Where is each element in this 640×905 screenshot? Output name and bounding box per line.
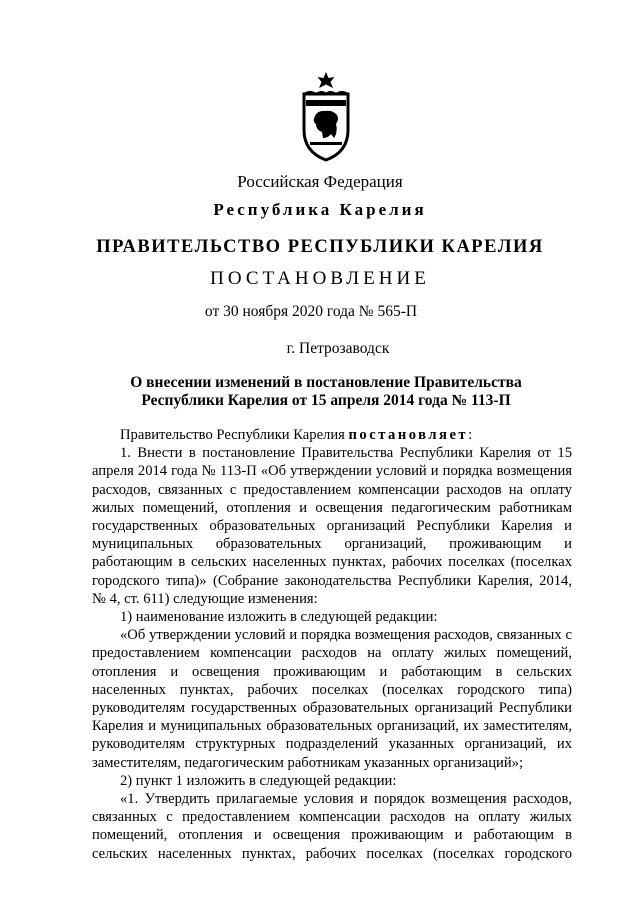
document-title-line-2: Республики Карелия от 15 апреля 2014 года № 113-П (141, 392, 511, 409)
intro-paragraph: Правительство Республики Карелия постановляет: (120, 427, 473, 443)
paragraph-5: «1. Утвердить прилагаемые условия и порядок возмещения расходов, связанных с предоставлением компенсации расходов на оплату жилых помещений, отопления и освещения проживающим и работающим в сельских населенных пунктах, рабочих поселках (поселках городского (92, 791, 572, 862)
paragraph-3: «Об утверждении условий и порядка возмещения расходов, связанных с предоставлением компенсации расходов на оплату жилых помещений, отопления и освещения проживающим и работающим в сельских населенных пунктах, рабочих поселках (поселках городского типа) руководителям государственных образовательных организаций Республики Карелия и муниципальных образовательных организаций, их заместителям, руководителям структурных подразделений указанных организаций, их заместителям, педагогическим работникам указанных организаций»; (92, 627, 572, 771)
document-type: ПОСТАНОВЛЕНИЕ (210, 268, 430, 289)
document-body (92, 426, 572, 863)
federation-heading: Российская Федерация (237, 172, 403, 191)
government-heading: ПРАВИТЕЛЬСТВО РЕСПУБЛИКИ КАРЕЛИЯ (96, 237, 544, 257)
paragraph-4: 2) пункт 1 изложить в следующей редакции: (120, 772, 397, 789)
document-title-line-1: О внесении изменений в постановление Правительства (130, 374, 522, 391)
decrees-word: постановляет (348, 427, 469, 443)
paragraph-2: 1) наименование изложить в следующей редакции: (120, 609, 438, 626)
city-line: г. Петрозаводск (286, 340, 390, 357)
paragraph-1: 1. Внести в постановление Правительства Республики Карелия от 15 апреля 2014 года № 113-П «Об утверждении условий и порядка возмещения расходов, связанных с предоставлением компенсации расходов на оплату жилых помещений, отопления и освещения педагогическим работникам государственных образовательных организаций Республики Карелия и муниципальных образовательных организаций, проживающим и работающим в сельских населенных пунктах, рабочих поселках (поселках городского типа)» (Собрание законодательства Республики Карелия, 2014, № 4, ст. 611) следующие изменения: (92, 445, 572, 607)
date-number-line: от 30 ноября 2020 года № 565-П (204, 303, 418, 320)
republic-heading: Республика Карелия (213, 200, 427, 219)
karelia-coat-of-arms-icon (298, 72, 354, 162)
